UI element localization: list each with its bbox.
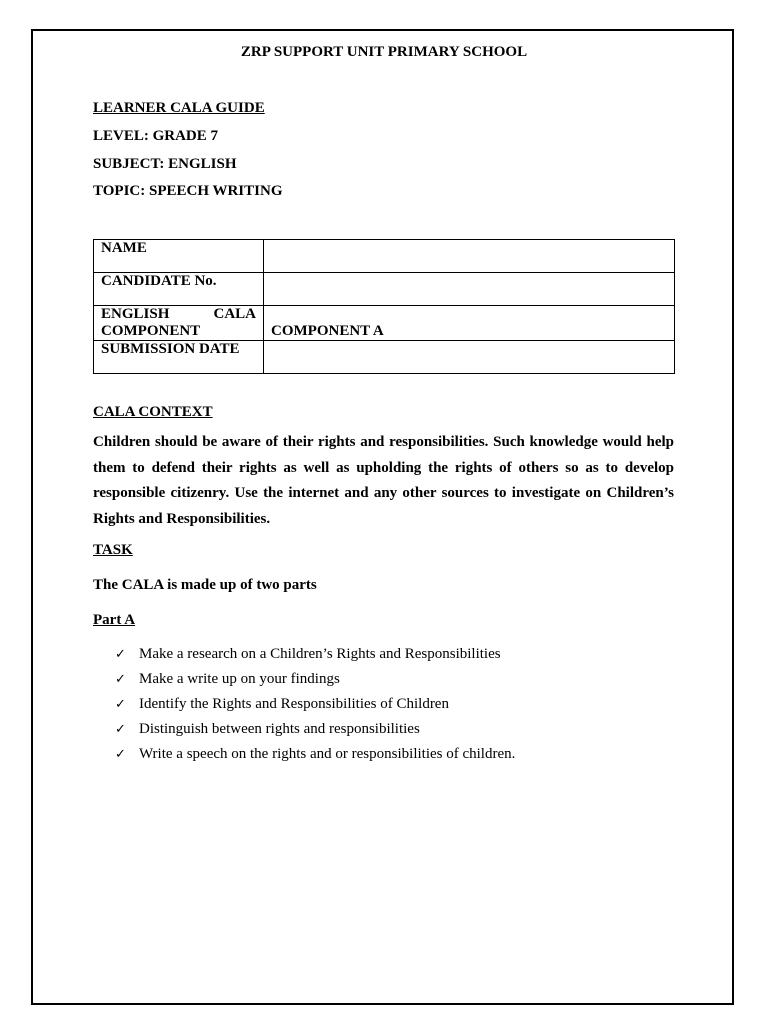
list-item-text: Make a research on a Children’s Rights and Responsibilities <box>139 646 501 662</box>
submission-date-value <box>264 341 675 374</box>
submission-date-label: SUBMISSION DATE <box>94 341 264 374</box>
part-a-heading: Part A <box>93 612 136 628</box>
component-label-line1: ENGLISH CALA <box>101 306 256 322</box>
checkmark-icon: ✓ <box>115 722 126 737</box>
list-item <box>115 745 515 770</box>
candidate-info-table <box>93 239 675 374</box>
candidate-number-label: CANDIDATE No. <box>94 273 264 306</box>
table-row <box>94 306 675 341</box>
checkmark-icon: ✓ <box>115 672 126 687</box>
checkmark-icon: ✓ <box>115 697 126 712</box>
component-label-line2: COMPONENT <box>101 323 201 339</box>
list-item-text: Distinguish between rights and responsibilities <box>139 721 420 737</box>
guide-title: LEARNER CALA GUIDE <box>93 100 265 116</box>
list-item <box>115 670 515 695</box>
list-item <box>115 720 515 745</box>
school-name: ZRP SUPPORT UNIT PRIMARY SCHOOL <box>240 44 528 60</box>
context-paragraph: Children should be aware of their rights and responsibilities. Such knowledge would help them to defend their rights as well as upholding the rights of others so as to develop responsible citizenry. Use the internet and any other sources to investigate on Children’s Rights and Responsibilities. <box>93 434 674 527</box>
component-value: COMPONENT A <box>271 323 384 339</box>
table-row <box>94 273 675 306</box>
table-row <box>94 240 675 273</box>
guide-subject: SUBJECT: ENGLISH <box>93 156 237 172</box>
list-item-text: Identify the Rights and Responsibilities of Children <box>139 696 449 712</box>
guide-level: LEVEL: GRADE 7 <box>93 128 219 144</box>
candidate-number-value <box>264 273 675 306</box>
name-value <box>264 240 675 273</box>
task-intro: The CALA is made up of two parts <box>93 577 317 593</box>
task-list <box>115 645 515 770</box>
component-label <box>94 306 264 341</box>
list-item <box>115 645 515 670</box>
list-item-text: Write a speech on the rights and or responsibilities of children. <box>139 746 516 762</box>
name-label: NAME <box>94 240 264 273</box>
component-value-cell <box>264 306 675 341</box>
checkmark-icon: ✓ <box>115 647 126 662</box>
list-item-text: Make a write up on your findings <box>139 671 340 687</box>
checkmark-icon: ✓ <box>115 747 126 762</box>
guide-topic: TOPIC: SPEECH WRITING <box>93 183 283 199</box>
context-heading: CALA CONTEXT <box>93 404 213 420</box>
list-item <box>115 695 515 720</box>
task-heading: TASK <box>93 542 133 558</box>
table-row <box>94 341 675 374</box>
